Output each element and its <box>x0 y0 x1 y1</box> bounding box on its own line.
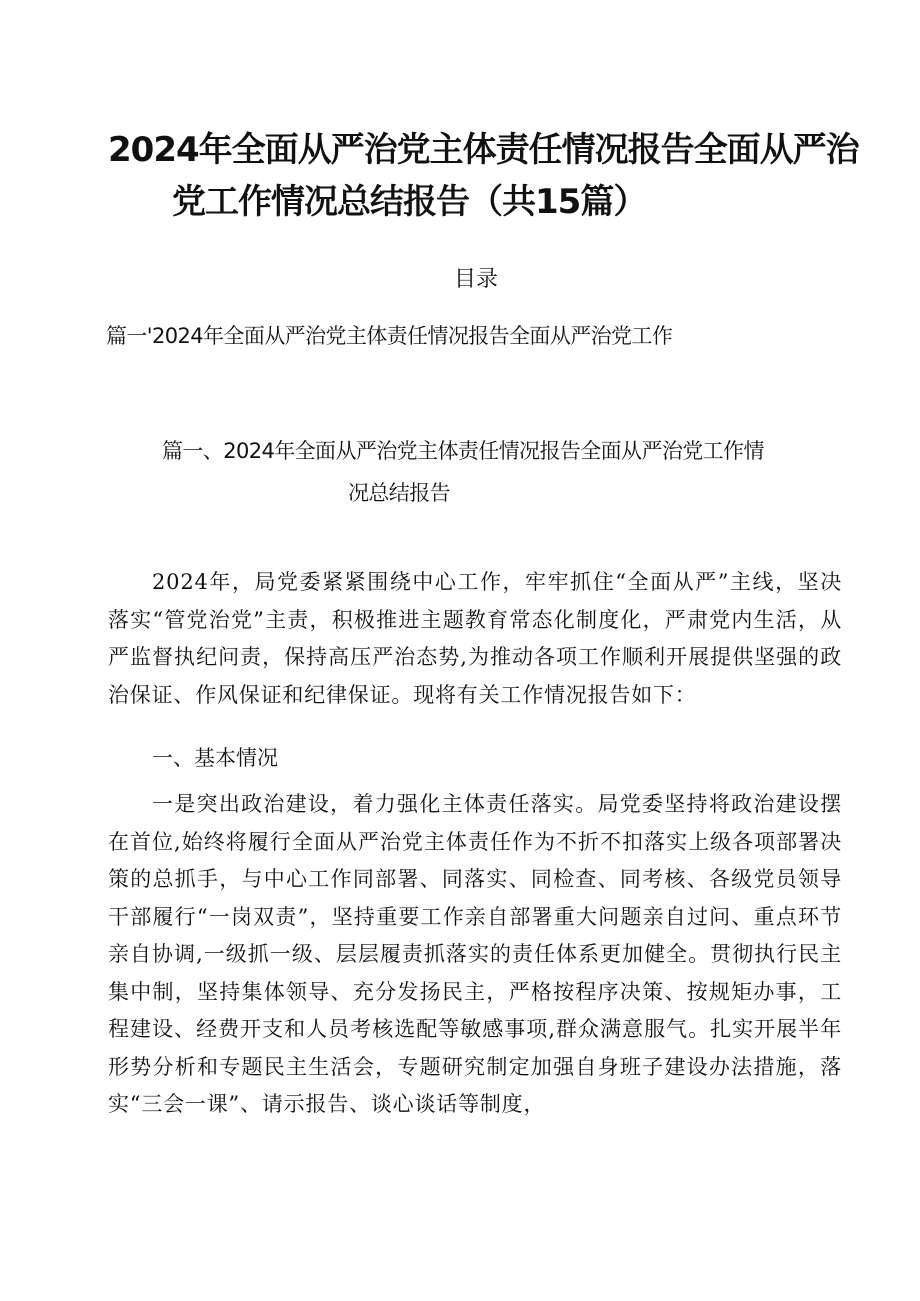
section-heading <box>162 430 862 514</box>
intro-paragraph: 2024年，局党委紧紧围绕中心工作，牢牢抓住“全面从严”主线，坚决落实“管党治党”主责，积极推进主题教育常态化制度化，严肃党内生活，从严监督执纪问责，保持高压严治态势,为推动各项工作顺利开展提供坚强的政治保证、作风保证和纪律保证。现将有关工作情况报告如下： <box>108 570 842 707</box>
political-construction-paragraph: 一是突出政治建设，着力强化主体责任落实。局党委坚持将政治建设摆在首位,始终将履行全面从严治党主体责任作为不折不扣落实上级各项部署决策的总抓手，与中心工作同部署、同落实、同检查、同考核、各级党员领导干部履行“一岗双责”，坚持重要工作亲自部署重大问题亲自过问、重点环节亲自协调,一级抓一级、层层履责抓落实的责任体系更加健全。贯彻执行民主集中制，坚持集体领导、充分发扬民主，严格按程序决策、按规矩办事，工程建设、经费开支和人员考核选配等敏感事项,群众满意服气。扎实开展半年形势分析和专题民主生活会，专题研究制定加强自身班子建设办法措施，落实“三会一课”、请示报告、谈心谈话等制度， <box>108 792 842 1116</box>
document-title <box>108 124 859 228</box>
title-line-1: 2024年全面从严治党主体责任情况报告全面从严治 <box>108 130 859 170</box>
section-heading-line-2: 况总结报告 <box>348 481 450 505</box>
toc-heading: 目录 <box>453 267 498 292</box>
toc-entry[interactable]: 篇一'2024年全面从严治党主体责任情况报告全面从严治党工作 <box>106 324 673 348</box>
section-heading-line-1: 篇一、2024年全面从严治党主体责任情况报告全面从严治党工作情 <box>162 439 764 463</box>
subheading-basic-situation: 一、基本情况 <box>152 746 278 770</box>
title-line-2: 党工作情况总结报告（共15篇） <box>172 182 647 222</box>
